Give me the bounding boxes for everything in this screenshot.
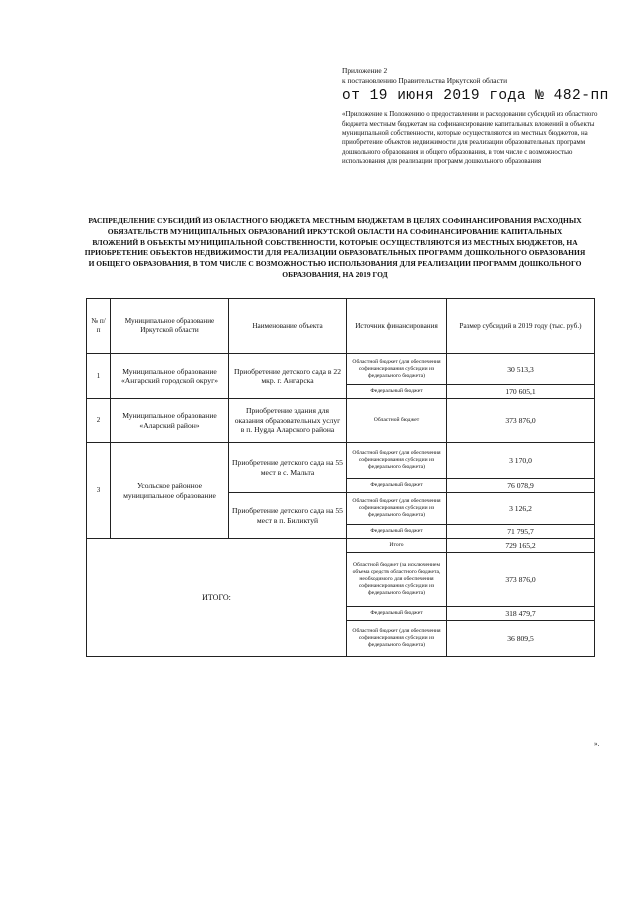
col-amount: Размер субсидий в 2019 году (тыс. руб.) [447, 299, 595, 354]
table-row [87, 399, 595, 443]
amount-cell: 373 876,0 [447, 553, 595, 607]
source-cell: Областной бюджет [347, 399, 447, 443]
amount-cell: 36 809,5 [447, 621, 595, 657]
table-header-row [87, 299, 595, 354]
source-cell: Федеральный бюджет [347, 525, 447, 539]
amount-cell: 71 795,7 [447, 525, 595, 539]
source-cell: Областной бюджет (для обеспечения софинансирования субсидии из федерального бюджета) [347, 493, 447, 525]
object-cell: Приобретение здания для оказания образовательных услуг в п. Нygда Аларского района [229, 399, 347, 443]
amount-cell: 30 513,3 [447, 354, 595, 385]
amount-cell: 729 165,2 [447, 539, 595, 553]
source-cell: Областной бюджет (для обеспечения софинансирования субсидии из федерального бюджета) [347, 354, 447, 385]
appendix-label: Приложение 2 [342, 66, 388, 75]
document-header [342, 66, 612, 167]
amount-cell: 76 078,9 [447, 479, 595, 493]
amount-cell: 373 876,0 [447, 399, 595, 443]
subsidy-table [86, 298, 595, 657]
source-cell: Итого [347, 539, 447, 553]
row-num: 2 [87, 399, 111, 443]
source-cell: Федеральный бюджет [347, 479, 447, 493]
municipality-cell: Муниципальное образование «Аларский район» [111, 399, 229, 443]
closing-quote: ». [594, 740, 600, 748]
amount-cell: 170 605,1 [447, 385, 595, 399]
appendix-note: «Приложение к Положению о предоставлении и расходовании субсидий из областного бюджета местным бюджетам на софинансирование капитальных вложений в объекты муниципальной собственности, которые осуществляются из местных бюджетов, на приобретение объектов недвижимости для реализации образовательных программ дошкольного образования и общего образования, в том числе с возможностью использования для реализации программ дошкольного образования [342, 111, 598, 166]
total-row [87, 539, 595, 553]
municipality-cell: Муниципальное образование «Ангарский городской округ» [111, 354, 229, 399]
amount-cell: 3 126,2 [447, 493, 595, 525]
source-cell: Областной бюджет (для обеспечения софинансирования субсидии из федерального бюджета) [347, 621, 447, 657]
table-row [87, 354, 595, 385]
object-cell: Приобретение детского сада в 22 мкр. г. Ангарска [229, 354, 347, 399]
amount-cell: 318 479,7 [447, 607, 595, 621]
source-cell: Областной бюджет (для обеспечения софинансирования субсидии из федерального бюджета) [347, 443, 447, 479]
row-num: 3 [87, 443, 111, 539]
source-cell: Федеральный бюджет [347, 607, 447, 621]
appendix-ref: к постановлению Правительства Иркутской области [342, 75, 508, 85]
object-cell: Приобретение детского сада на 55 мест в п. Биликтуй [229, 493, 347, 539]
municipality-cell: Усольское районное муниципальное образование [111, 443, 229, 539]
col-object: Наименование объекта [229, 299, 347, 354]
object-cell: Приобретение детского сада на 55 мест в с. Мальта [229, 443, 347, 493]
col-source: Источник финансирования [347, 299, 447, 354]
source-cell: Областной бюджет (за исключением объема средств областного бюджета, необходимого для обеспечения софинансирования субсидии из федерального бюджета) [347, 553, 447, 607]
amount-cell: 3 170,0 [447, 443, 595, 479]
document-title: РАСПРЕДЕЛЕНИЕ СУБСИДИЙ ИЗ ОБЛАСТНОГО БЮДЖЕТА МЕСТНЫМ БЮДЖЕТАМ В ЦЕЛЯХ СОФИНАНСИРОВАНИЯ РАСХОДНЫХ ОБЯЗАТЕЛЬСТВ МУНИЦИПАЛЬНЫХ ОБРАЗОВАНИЙ ИРКУТСКОЙ ОБЛАСТИ НА СОФИНАНСИРОВАНИЕ КАПИТАЛЬНЫХ ВЛОЖЕНИЙ В ОБЪЕКТЫ МУНИЦИПАЛЬНОЙ СОБСТВЕННОСТИ, КОТОРЫЕ ОСУЩЕСТВЛЯЮТСЯ ИЗ МЕСТНЫХ БЮДЖЕТОВ, НА ПРИОБРЕТЕНИЕ ОБЪЕКТОВ НЕДВИЖИМОСТИ ДЛЯ РЕАЛИЗАЦИИ ОБРАЗОВАТЕЛЬНЫХ ПРОГРАММ ДОШКОЛЬНОГО ОБРАЗОВАНИЯ И ОБЩЕГО ОБРАЗОВАНИЯ, В ТОМ ЧИСЛЕ С ВОЗМОЖНОСТЬЮ ИСПОЛЬЗОВАНИЯ ДЛЯ РЕАЛИЗАЦИИ ПРОГРАММ ДОШКОЛЬНОГО ОБРАЗОВАНИЯ, НА 2019 ГОД [84, 216, 586, 279]
row-num: 1 [87, 354, 111, 399]
col-num: № п/п [87, 299, 111, 354]
col-municipality: Муниципальное образование Иркутской области [111, 299, 229, 354]
source-cell: Федеральный бюджет [347, 385, 447, 399]
table-row [87, 443, 595, 479]
resolution-date-number: от 19 июня 2019 года № 482-пп [342, 88, 609, 105]
total-label: ИТОГО: [87, 539, 347, 657]
